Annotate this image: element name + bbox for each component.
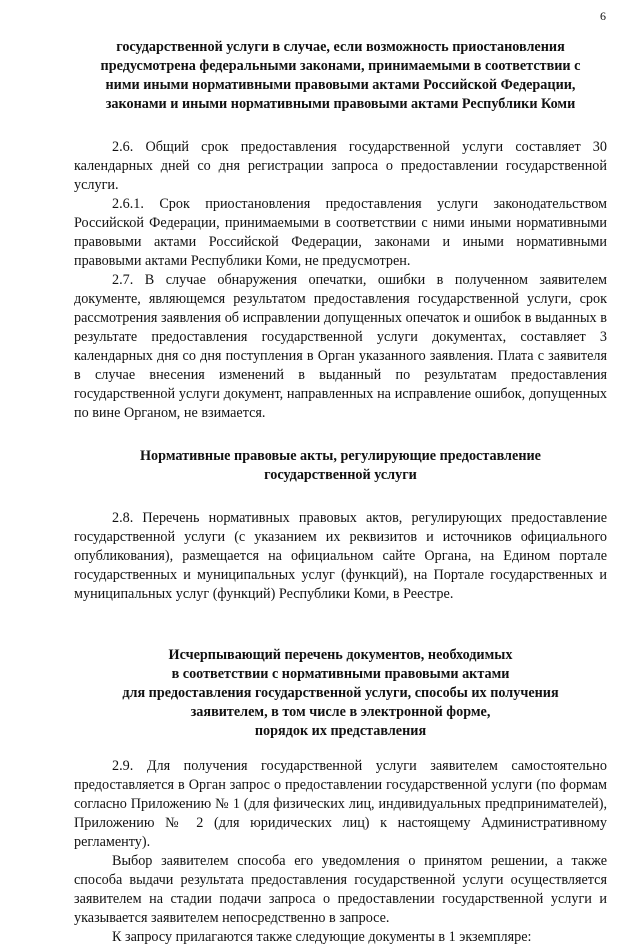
heading-line: заявителем, в том числе в электронной форме, — [190, 704, 491, 720]
paragraph-2-9: 2.9. Для получения государственной услуги заявителем самостоятельно предоставляется в Орган запрос о предоставлении государственной услуги (по формам согласно Приложению № 1 (для физических лиц, индивидуальных предпринимателей), Приложению № 2 (для юридических лиц) к настоящему Административному регламенту). — [74, 758, 607, 850]
heading-normative-acts — [74, 447, 607, 485]
paragraph-2-8: 2.8. Перечень нормативных правовых актов, регулирующих предоставление государственной услуги (с указанием их реквизитов и источников официального опубликования), размещается на официальном сайте Органа, на Едином портале государственных и муниципальных услуг (функций), на Портале государственных и муниципальных услуг (функций) Республики Коми, в Реестре. — [74, 510, 607, 602]
heading-line: Нормативные правовые акты, регулирующие предоставление — [140, 448, 541, 464]
page-number: 6 — [600, 9, 606, 23]
paragraph-notification-choice: Выбор заявителем способа его уведомления о принятом решении, а также способа выдачи результата предоставления государственной услуги осуществляется заявителем на стадии подачи запроса о предоставлении государственной услуги и указывается заявителем непосредственно в запросе. — [74, 853, 607, 926]
heading-required-documents — [74, 646, 607, 741]
heading-line: порядок их представления — [254, 723, 427, 739]
paragraph-2-6-1: 2.6.1. Срок приостановления предоставления услуги законодательством Российской Федерации, принимаемыми в соответствии с ними иными нормативными правовыми актами Российской Федерации, законами и иными нормативными правовыми актами Республики Коми, не предусмотрен. — [74, 196, 607, 269]
heading-suspension-continuation — [74, 38, 607, 114]
heading-line: ними иными нормативными правовыми актами Российской Федерации, — [105, 77, 576, 93]
heading-line: для предоставления государственной услуги, способы их получения — [122, 685, 559, 701]
heading-line: в соответствии с нормативными правовыми актами — [171, 666, 510, 682]
heading-line: государственной услуги в случае, если возможность приостановления — [116, 39, 565, 55]
heading-line: государственной услуги — [264, 467, 417, 483]
heading-line: Исчерпывающий перечень документов, необходимых — [168, 647, 513, 663]
paragraph-attachments: К запросу прилагаются также следующие документы в 1 экземпляре: — [112, 929, 532, 945]
heading-line: предусмотрена федеральными законами, принимаемыми в соответствии с — [100, 58, 581, 74]
paragraph-2-7: 2.7. В случае обнаружения опечатки, ошибки в полученном заявителем документе, являющемся результатом предоставления государственной услуги, срок рассмотрения заявления об исправлении допущенных опечаток и ошибок в выданных в результате предоставления государственной услуги документах, составляет 3 календарных дня со дня поступления в Орган указанного заявления. Плата с заявителя в случае внесения изменений в выданный по результатам предоставления государственной услуги документ, направленных на исправление ошибок, допущенных по вине Органом, не взимается. — [74, 272, 607, 421]
paragraph-2-6: 2.6. Общий срок предоставления государственной услуги составляет 30 календарных дней со дня регистрации запроса о предоставлении государственной услуги. — [74, 139, 607, 193]
heading-line: законами и иными нормативными правовыми актами Республики Коми — [105, 96, 576, 112]
document-body — [74, 38, 607, 947]
